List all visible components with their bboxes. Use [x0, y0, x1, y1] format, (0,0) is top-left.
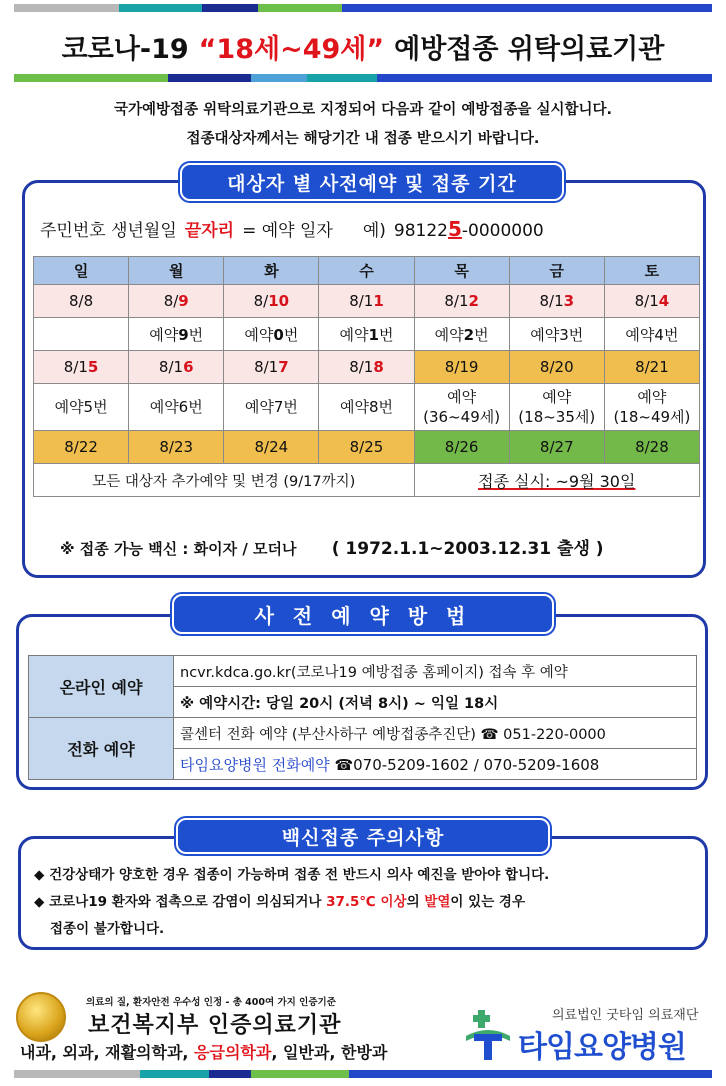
caution-item-2-cont: 접종이 불가합니다. — [50, 921, 165, 937]
week3-date-row — [34, 431, 700, 464]
certification-title: 보건복지부 인증의료기관 — [88, 1013, 342, 1038]
date-cell: 8/24 — [224, 431, 319, 464]
rule-prefix: 주민번호 생년월일 — [40, 221, 177, 241]
birth-range: ( 1972.1.1~2003.12.31 출생 ) — [331, 539, 604, 559]
weekday-thu: 목 — [414, 257, 509, 285]
week2-date-row — [34, 351, 700, 384]
intro-text — [0, 96, 726, 154]
example-number — [394, 217, 544, 241]
online-booking-hours: ※ 예약시간: 당일 20시 (저녁 8시) ~ 익일 18시 — [174, 687, 697, 718]
age-label-cell: 예약 (18~35세) — [509, 384, 604, 431]
cautions-list — [34, 862, 694, 943]
phone-booking-row — [29, 718, 697, 749]
hospital-logo-icon — [460, 1010, 516, 1060]
title-underline-stripe — [14, 74, 712, 82]
date-cell: 8/11 — [319, 285, 414, 318]
date-cell: 8/25 — [319, 431, 414, 464]
vaccine-note — [60, 534, 680, 559]
online-booking-url: ncvr.kdca.go.kr(코로나19 예방접종 홈페이지) 접속 후 예약 — [174, 656, 697, 687]
phone-booking-label: 전화 예약 — [29, 718, 174, 780]
weekday-sat: 토 — [604, 257, 699, 285]
booking-label-cell: 예약8번 — [319, 384, 414, 431]
weekday-sun: 일 — [34, 257, 129, 285]
rule-text — [40, 216, 680, 241]
bottom-stripe — [14, 1070, 712, 1078]
date-cell: 8/14 — [604, 285, 699, 318]
age-label-cell: 예약 (18~49세) — [604, 384, 699, 431]
hospital-phone-numbers: ☎070-5209-1602 / 070-5209-1608 — [334, 755, 600, 774]
weekday-header-row — [34, 257, 700, 285]
week2-label-row — [34, 384, 700, 431]
example-pre: 98122 — [393, 220, 448, 241]
hospital-name: 타임요양병원 — [518, 1030, 686, 1065]
title-highlight: “18세~49세” — [198, 33, 385, 65]
example-post: -0000000 — [461, 220, 544, 241]
title-prefix: 코로나-19 — [61, 33, 189, 65]
intro-line-1: 국가예방접종 위탁의료기관으로 지정되어 다음과 같이 예방접종을 실시합니다. — [113, 102, 613, 118]
caution-item-1: ◆ 건강상태가 양호한 경우 접종이 가능하며 접종 전 반드시 의사 예진을 받아야 합니다. — [34, 867, 550, 883]
top-stripe — [14, 4, 712, 12]
date-cell: 8/12 — [414, 285, 509, 318]
vaccine-types: ※ 접종 가능 백신 : 화이자 / 모더나 — [60, 540, 297, 558]
date-cell: 8/17 — [224, 351, 319, 384]
weekday-wed: 수 — [319, 257, 414, 285]
schedule-section-title: 대상자 별 사전예약 및 접종 기간 — [180, 163, 564, 201]
departments-list: 내과, 외과, 재활의학과, 응급의학과, 일반과, 한방과 — [20, 1043, 388, 1062]
example-label: 예) — [362, 221, 386, 241]
caution-item-2: ◆ 코로나19 환자와 접촉으로 감염이 의심되거나 37.5℃ 이상의 발열이 있는 경우 — [34, 894, 526, 910]
booking-label-cell: 예약0번 — [224, 318, 319, 351]
foundation-name: 의료법인 굿타임 의료재단 — [552, 1008, 699, 1023]
example-digit: 5 — [447, 216, 462, 241]
rule-suffix: = 예약 일자 — [242, 221, 333, 241]
online-booking-label: 온라인 예약 — [29, 656, 174, 718]
page-title — [14, 18, 712, 74]
date-cell: 8/22 — [34, 431, 129, 464]
date-cell: 8/13 — [509, 285, 604, 318]
rule-highlight: 끝자리 — [184, 221, 235, 241]
age-label-cell: 예약 (36~49세) — [414, 384, 509, 431]
date-cell: 8/16 — [129, 351, 224, 384]
date-cell: 8/28 — [604, 431, 699, 464]
date-cell: 8/10 — [224, 285, 319, 318]
hospital-phone-name: 타임요양병원 전화예약 — [180, 755, 330, 774]
schedule-footer-row — [34, 464, 700, 497]
weekday-fri: 금 — [509, 257, 604, 285]
hospital-phone-booking — [174, 749, 697, 780]
weekday-tue: 화 — [224, 257, 319, 285]
date-cell: 8/27 — [509, 431, 604, 464]
date-cell: 8/21 — [604, 351, 699, 384]
booking-label-cell: 예약7번 — [224, 384, 319, 431]
title-suffix: 예방접종 위탁의료기관 — [394, 33, 665, 65]
date-cell: 8/15 — [34, 351, 129, 384]
date-cell: 8/18 — [319, 351, 414, 384]
certification-subtitle: 의료의 질, 환자안전 우수성 인정 - 총 400여 가지 인증기준 — [86, 997, 336, 1008]
booking-section-title: 사 전 예 약 방 법 — [172, 594, 554, 634]
call-center-booking: 콜센터 전화 예약 (부산사하구 예방접종추진단) ☎ 051-220-0000 — [174, 718, 697, 749]
intro-line-2: 접종대상자께서는 해당기간 내 접종 받으시기 바랍니다. — [186, 131, 540, 147]
date-cell: 8/9 — [129, 285, 224, 318]
date-cell: 8/8 — [34, 285, 129, 318]
date-cell: 8/19 — [414, 351, 509, 384]
booking-label-cell: 예약1번 — [319, 318, 414, 351]
schedule-calendar — [33, 256, 700, 497]
booking-method-table — [28, 655, 697, 780]
date-cell: 8/26 — [414, 431, 509, 464]
week1-date-row — [34, 285, 700, 318]
booking-label-cell: 예약4번 — [604, 318, 699, 351]
additional-booking-note: 모든 대상자 추가예약 및 변경 (9/17까지) — [34, 464, 415, 497]
booking-label-cell — [34, 318, 129, 351]
online-booking-row — [29, 656, 697, 687]
booking-label-cell: 예약9번 — [129, 318, 224, 351]
week1-label-row — [34, 318, 700, 351]
date-cell: 8/20 — [509, 351, 604, 384]
booking-label-cell: 예약2번 — [414, 318, 509, 351]
weekday-mon: 월 — [129, 257, 224, 285]
vaccination-period: 접종 실시: ~9월 30일 — [414, 464, 699, 497]
date-cell: 8/23 — [129, 431, 224, 464]
cautions-section-title: 백신접종 주의사항 — [176, 818, 550, 854]
certification-medal-icon — [16, 992, 66, 1042]
booking-label-cell: 예약5번 — [34, 384, 129, 431]
booking-label-cell: 예약3번 — [509, 318, 604, 351]
booking-label-cell: 예약6번 — [129, 384, 224, 431]
